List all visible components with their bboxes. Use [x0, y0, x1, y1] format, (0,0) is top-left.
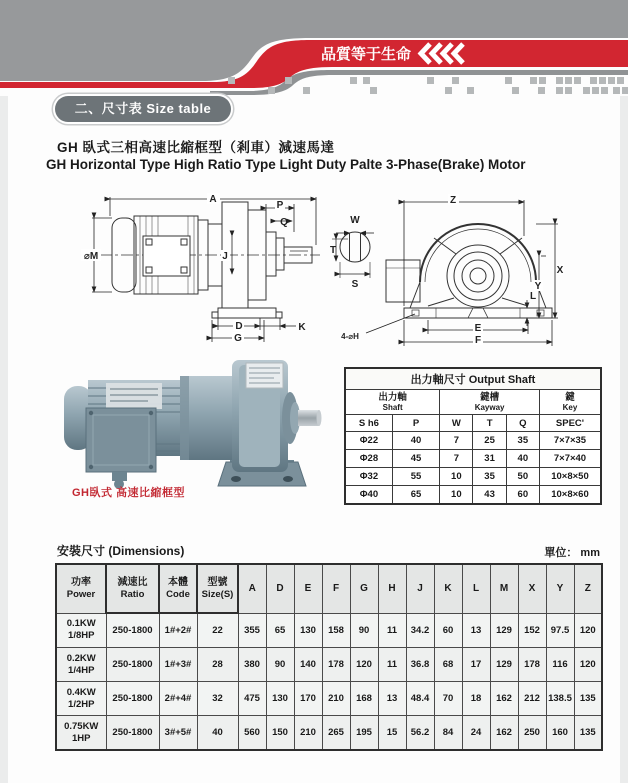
pixel-square [608, 77, 615, 84]
table-row [56, 613, 602, 648]
column-header-letter: G [360, 583, 368, 595]
column-group-zh: 出力軸 [378, 392, 407, 403]
column-header-letter: Y [556, 583, 564, 595]
table-cell: Φ28 [345, 450, 392, 468]
column-group [440, 390, 540, 415]
power-line: 0.1KW [66, 618, 96, 630]
dimensions-header-row [56, 564, 602, 613]
column-header-zh: 型號 [207, 577, 228, 588]
column-header: P [392, 415, 439, 432]
table-cell: 7 [440, 432, 473, 450]
power-line: 0.2KW [66, 652, 96, 664]
size-cell: 32 [197, 682, 238, 716]
pixel-square [613, 87, 620, 94]
header-banner [0, 0, 628, 100]
column-header [106, 564, 159, 613]
table-cell: 25 [473, 432, 506, 450]
code-cell: 1#+3# [159, 648, 197, 682]
dim-value-cell: 130 [294, 613, 322, 648]
pixel-square [565, 87, 572, 94]
column-header [434, 564, 462, 613]
table-row [345, 486, 601, 505]
pixel-square [556, 77, 563, 84]
dim-label-p: P [276, 200, 284, 211]
dim-value-cell: 135 [574, 716, 602, 751]
dim-value-cell: 90 [266, 648, 294, 682]
dimensions-table [55, 563, 603, 751]
table-row [345, 468, 601, 486]
ratio-cell: 250-1800 [106, 648, 159, 682]
output-shaft-title: 出力軸尺寸 Output Shaft [345, 368, 601, 390]
pixel-square [370, 87, 377, 94]
side-view-drawing [80, 192, 325, 342]
dim-label-j: J [222, 251, 228, 262]
column-header-letter: L [472, 583, 480, 595]
column-header [378, 564, 406, 613]
output-shaft-section [344, 367, 602, 505]
pixel-square [556, 87, 563, 94]
dim-value-cell: 195 [350, 716, 378, 751]
table-cell: 60 [506, 486, 539, 505]
power-cell [56, 613, 106, 648]
pixel-square [452, 77, 459, 84]
column-header-zh: 本體 [168, 577, 188, 588]
table-cell: 65 [392, 486, 439, 505]
power-line: 0.75KW [64, 720, 99, 732]
dim-value-cell: 120 [350, 648, 378, 682]
pixel-square [505, 77, 512, 84]
column-header [546, 564, 574, 613]
column-header [518, 564, 546, 613]
table-cell: Φ22 [345, 432, 392, 450]
column-header-letter: J [417, 583, 423, 595]
power-line: 0.4KW [66, 686, 96, 698]
dim-value-cell: 34.2 [406, 613, 434, 648]
table-cell: Φ32 [345, 468, 392, 486]
dim-value-cell: 116 [546, 648, 574, 682]
pixel-square [601, 87, 608, 94]
dim-value-cell: 130 [266, 682, 294, 716]
column-header-en: Size(S) [201, 589, 234, 600]
dim-value-cell: 265 [322, 716, 350, 751]
dim-value-cell: 170 [294, 682, 322, 716]
ratio-cell: 250-1800 [106, 716, 159, 751]
column-header [294, 564, 322, 613]
dim-value-cell: 90 [350, 613, 378, 648]
pixel-square [539, 77, 546, 84]
dim-value-cell: 162 [490, 716, 518, 751]
dim-value-cell: 56.2 [406, 716, 434, 751]
dim-label-w: W [350, 215, 360, 226]
banner-slogan: 品質等于生命 [320, 46, 412, 63]
column-header [266, 564, 294, 613]
dim-value-cell: 250 [518, 716, 546, 751]
dim-value-cell: 168 [350, 682, 378, 716]
column-header: Q [506, 415, 539, 432]
size-cell: 28 [197, 648, 238, 682]
table-cell: 35 [506, 432, 539, 450]
column-header [322, 564, 350, 613]
size-cell: 40 [197, 716, 238, 751]
pixel-square [445, 87, 452, 94]
pixel-square [427, 77, 434, 84]
dim-value-cell: 178 [322, 648, 350, 682]
column-header [490, 564, 518, 613]
column-group-en: Kayway [474, 403, 505, 412]
column-header-zh: 功率 [71, 577, 91, 589]
column-header-zh: 減速比 [117, 577, 148, 588]
output-shaft-header-row [345, 415, 601, 432]
dimensions-section [55, 563, 603, 751]
dim-value-cell: 84 [434, 716, 462, 751]
column-header [238, 564, 266, 613]
column-header [406, 564, 434, 613]
ratio-cell: 250-1800 [106, 613, 159, 648]
output-shaft-table [344, 367, 602, 505]
pixel-square [228, 77, 235, 84]
column-header-letter: K [444, 583, 452, 595]
column-group-zh: 鍵槽 [480, 392, 500, 403]
dim-value-cell: 178 [518, 648, 546, 682]
dim-value-cell: 129 [490, 613, 518, 648]
column-header-letter: H [388, 583, 396, 595]
pixel-square [303, 87, 310, 94]
dim-label-k: K [298, 322, 306, 333]
dim-value-cell: 380 [238, 648, 266, 682]
column-group [345, 390, 440, 415]
pixel-square [268, 87, 275, 94]
power-line: 1HP [72, 732, 91, 744]
column-header [159, 564, 197, 613]
front-view-drawing [328, 190, 564, 348]
dim-label-x: X [556, 265, 564, 276]
table-cell: 10 [440, 486, 473, 505]
pixel-square [583, 87, 590, 94]
dim-label-y: Y [534, 281, 542, 292]
table-cell: 45 [392, 450, 439, 468]
page-title-zh: GH 臥式三相高速比縮框型（剎車）減速馬達 [57, 140, 335, 155]
column-group-en: Key [562, 403, 578, 412]
pixel-square [622, 87, 628, 94]
dim-label-holes: 4-⌀H [341, 332, 359, 341]
power-cell [56, 648, 106, 682]
dim-label-e: E [474, 323, 482, 334]
pixel-square [363, 77, 370, 84]
power-line: 1/4HP [68, 664, 95, 676]
table-row [345, 450, 601, 468]
power-line: 1/2HP [68, 698, 95, 710]
dim-value-cell: 140 [294, 648, 322, 682]
product-photo [60, 356, 322, 492]
size-cell: 22 [197, 613, 238, 648]
pixel-square [512, 87, 519, 94]
dim-value-cell: 11 [378, 648, 406, 682]
column-group-zh: 鍵 [565, 392, 575, 403]
table-cell: 55 [392, 468, 439, 486]
dim-label-a: A [209, 194, 217, 205]
dim-value-cell: 18 [462, 682, 490, 716]
power-cell [56, 682, 106, 716]
output-shaft-group-row [345, 390, 601, 415]
column-header-en: Code [166, 589, 190, 600]
column-header-en: Power [66, 589, 96, 601]
column-group [539, 390, 601, 415]
column-header: S h6 [345, 415, 392, 432]
column-header-letter: X [528, 583, 536, 595]
pixel-square [590, 77, 597, 84]
column-header-letter: Z [584, 583, 591, 595]
dim-value-cell: 355 [238, 613, 266, 648]
table-cell: 43 [473, 486, 506, 505]
dim-value-cell: 48.4 [406, 682, 434, 716]
dim-value-cell: 210 [322, 682, 350, 716]
pixel-square [530, 77, 537, 84]
table-row [345, 432, 601, 450]
dim-label-l: L [529, 291, 537, 302]
pixel-square [538, 87, 545, 94]
dimensions-unit: 單位： mm [544, 547, 600, 559]
ratio-cell: 250-1800 [106, 682, 159, 716]
dim-value-cell: 150 [266, 716, 294, 751]
table-cell: 40 [392, 432, 439, 450]
table-cell: 7 [440, 450, 473, 468]
column-group-en: Shaft [382, 403, 403, 412]
table-row [56, 682, 602, 716]
dim-value-cell: 138.5 [546, 682, 574, 716]
dim-value-cell: 120 [574, 648, 602, 682]
dim-value-cell: 135 [574, 682, 602, 716]
dim-value-cell: 60 [434, 613, 462, 648]
pixel-square [599, 77, 606, 84]
table-row [56, 716, 602, 751]
dimensions-label: 安裝尺寸 (Dimensions) [57, 544, 185, 558]
table-cell: 7×7×35 [539, 432, 601, 450]
dim-label-f: F [474, 335, 482, 346]
power-cell [56, 716, 106, 751]
pixel-square [574, 77, 581, 84]
table-row [56, 648, 602, 682]
table-cell: 31 [473, 450, 506, 468]
dim-value-cell: 158 [322, 613, 350, 648]
pixel-square [592, 87, 599, 94]
dim-value-cell: 97.5 [546, 613, 574, 648]
dim-label-s: S [351, 279, 359, 290]
dim-value-cell: 65 [266, 613, 294, 648]
page-edge-right [620, 96, 628, 783]
pixel-square [565, 77, 572, 84]
column-header-letter: F [332, 583, 340, 595]
dim-value-cell: 560 [238, 716, 266, 751]
column-header: SPEC' [539, 415, 601, 432]
power-line: 1/8HP [68, 630, 95, 642]
code-cell: 1#+2# [159, 613, 197, 648]
page-title-en: GH Horizontal Type High Ratio Type Light Duty Palte 3-Phase(Brake) Motor [46, 157, 526, 172]
column-header [197, 564, 238, 613]
table-cell: 10 [440, 468, 473, 486]
page-edge-left [0, 96, 8, 783]
photo-caption: GH臥式 高速比縮框型 [72, 487, 186, 499]
dim-value-cell: 13 [462, 613, 490, 648]
dim-value-cell: 13 [378, 682, 406, 716]
dim-value-cell: 152 [518, 613, 546, 648]
pixel-square [467, 87, 474, 94]
dim-value-cell: 160 [546, 716, 574, 751]
column-header: T [473, 415, 506, 432]
dim-value-cell: 68 [434, 648, 462, 682]
dim-value-cell: 120 [574, 613, 602, 648]
code-cell: 3#+5# [159, 716, 197, 751]
column-header-letter: M [499, 583, 509, 595]
code-cell: 2#+4# [159, 682, 197, 716]
column-header [56, 564, 106, 613]
dim-label-d: D [235, 321, 243, 332]
dim-value-cell: 11 [378, 613, 406, 648]
dim-value-cell: 36.8 [406, 648, 434, 682]
dim-value-cell: 129 [490, 648, 518, 682]
column-header-letter: D [276, 583, 284, 595]
dim-label-g: G [234, 333, 242, 342]
column-header [574, 564, 602, 613]
dim-value-cell: 210 [294, 716, 322, 751]
dim-label-z: Z [449, 195, 457, 206]
column-header-letter: E [304, 583, 312, 595]
dim-value-cell: 70 [434, 682, 462, 716]
dim-value-cell: 212 [518, 682, 546, 716]
dim-label-m: ⌀M [83, 251, 99, 262]
table-cell: 10×8×60 [539, 486, 601, 505]
pixel-square [350, 77, 357, 84]
column-header [350, 564, 378, 613]
table-cell: 50 [506, 468, 539, 486]
column-header: W [440, 415, 473, 432]
dim-value-cell: 15 [378, 716, 406, 751]
dim-value-cell: 17 [462, 648, 490, 682]
dim-label-t: T [330, 245, 337, 256]
table-cell: 7×7×40 [539, 450, 601, 468]
pixel-square [285, 77, 292, 84]
table-cell: 35 [473, 468, 506, 486]
column-header-en: Ratio [120, 589, 145, 600]
column-header [462, 564, 490, 613]
pixel-square [617, 77, 624, 84]
table-cell: 40 [506, 450, 539, 468]
table-cell: 10×8×50 [539, 468, 601, 486]
dim-value-cell: 475 [238, 682, 266, 716]
dim-label-q: Q [280, 217, 288, 228]
column-header-letter: A [248, 583, 256, 595]
section-title-pill: 二、尺寸表 Size table [55, 96, 231, 122]
table-cell: Φ40 [345, 486, 392, 505]
dim-value-cell: 162 [490, 682, 518, 716]
dim-value-cell: 24 [462, 716, 490, 751]
